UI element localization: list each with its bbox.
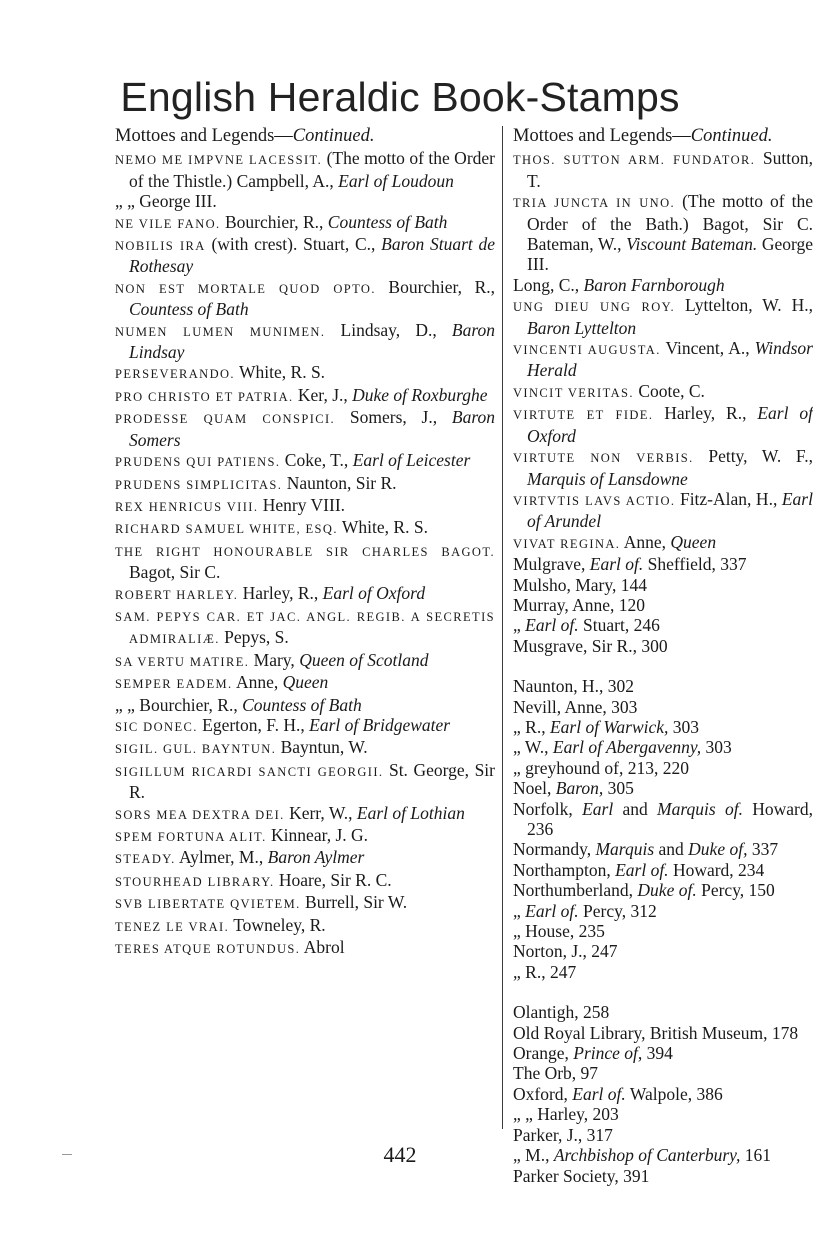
right-entry [513,615,813,635]
right-entry [513,636,813,656]
owner-title: Baron Farnborough [583,274,725,295]
motto-text: VINCENTI AUGUSTA. [513,343,661,358]
right-entry [513,1023,813,1043]
owner-title: Earl of Loudoun [338,170,454,191]
index-text: Musgrave, Sir R., 300 [513,635,668,656]
index-text: Howard, 236 [527,798,813,839]
left-entry [115,385,495,407]
owner-title: Prince of, [573,1043,643,1064]
owner-title: Queen of Scotland [299,649,429,670]
left-column [115,126,495,959]
left-entry [115,605,495,650]
left-entry [115,362,495,384]
owner-title: Baron, [555,778,604,799]
owner-text: Somers, J., [335,407,452,428]
index-text: „ [513,900,526,921]
right-entry [513,446,813,489]
motto-text: NEMO ME IMPVNE LACESSIT. [115,153,323,168]
owner-text: Bagot, Sir C. [129,562,221,583]
index-text: Northumberland, [513,880,638,901]
index-text: Norton, J., 247 [513,941,618,962]
owner-text: Bourchier, R., [375,276,495,297]
index-text: The Orb, 97 [513,1063,599,1084]
right-entry [513,880,813,900]
motto-text: THOS. SUTTON ARM. FUNDATOR. [513,153,756,168]
motto-text: SORS MEA DEXTRA DEI. [115,807,285,822]
right-entry [513,381,813,403]
owner-text: Ker, J., [293,384,353,405]
right-entry [513,901,813,921]
motto-text: NE VILE FANO. [115,216,221,231]
index-text: „ [513,615,526,636]
owner-text: (The motto of the Order of the Thistle.) Campbell, A., [129,148,495,191]
owner-text: Bourchier, R., [220,211,328,232]
owner-title: Baron Aylmer [267,847,365,868]
right-column [513,126,813,1186]
left-entry [115,650,495,672]
index-text: Howard, 234 [668,859,765,880]
right-entry [513,275,813,295]
owner-title: Baron Lindsay [129,319,495,363]
owner-text: White, R. S. [337,517,428,538]
left-entry [115,892,495,914]
owner-title: Earl of Arundel [527,488,813,532]
left-entry [115,672,495,694]
owner-title: Earl [582,798,614,819]
right-entry [513,191,813,275]
motto-text: VIRTVTIS LAVS ACTIO. [513,493,676,508]
owner-title: Windsor Herald [527,338,813,381]
motto-text: SIC DONEC. [115,719,198,734]
index-text: 303 [668,716,700,737]
owner-text: „ „ George III. [115,191,217,212]
owner-text: Coke, T., [280,450,353,471]
index-text: (The motto of the Order of the Bath.) Bagot, Sir C. Bateman, W., [527,191,813,255]
index-text: 337 [747,839,779,860]
owner-text: Kinnear, J. G. [266,825,369,845]
right-entry [513,799,813,840]
index-text: Percy, 150 [696,880,775,901]
index-text: Old Royal Library, British Museum, 178 [513,1022,799,1043]
index-text: Harley, R., [653,403,758,424]
owner-title: Duke of Roxburghe [352,384,488,405]
right-entry [513,1002,813,1022]
index-text: Percy, 312 [578,900,657,921]
motto-text: PRUDENS QUI PATIENS. [115,455,281,470]
motto-text: STOURHEAD LIBRARY. [115,874,275,889]
right-heading-main: Mottoes and Legends— [513,126,691,146]
right-entry [513,1166,813,1186]
section-gap [513,656,813,676]
motto-text: NON EST MORTALE QUOD OPTO. [115,281,376,296]
owner-title: Duke of, [688,839,748,860]
right-entry [513,489,813,532]
page-title: English Heraldic Book-Stamps [120,74,680,120]
owner-text: Henry VIII. [258,494,346,515]
index-text: „ M., [513,1145,554,1166]
motto-text: REX HENRICUS VIII. [115,499,259,514]
index-text: Naunton, H., 302 [513,676,635,697]
left-entries [115,148,495,959]
right-entry [513,295,813,338]
left-entry [115,191,495,211]
right-column-heading [513,126,813,146]
motto-text: TERES ATQUE ROTUNDUS. [115,942,301,957]
index-text: 305 [603,778,634,799]
motto-text: SIGIL. GUL. BAYNTUN. [115,742,277,757]
index-text: George III. [527,234,813,275]
left-entry [115,234,495,277]
owner-text: Naunton, Sir R. [282,472,397,493]
right-heading-italic: Continued. [690,126,773,146]
motto-text: PERSEVERANDO. [115,367,235,382]
index-text: Sutton, T. [527,148,813,191]
motto-text: TRIA JUNCTA IN UNO. [513,196,676,211]
right-entry [513,758,813,778]
left-entry [115,737,495,759]
left-entry [115,277,495,320]
motto-text: UNG DIEU UNG ROY. [513,300,676,315]
owner-text: Abrol [300,937,345,958]
index-text: Petty, W. F., [693,446,813,467]
left-heading-italic: Continued. [292,126,375,146]
owner-text: Kerr, W., [284,802,357,823]
index-text: „ W., [513,737,553,758]
owner-text: White, R. S. [234,362,326,383]
left-entry [115,937,495,959]
left-entry [115,715,495,737]
owner-text: Harley, R., [238,582,323,603]
index-text: Murray, Anne, 120 [513,594,646,615]
motto-text: SAM. PEPYS CAR. ET JAC. ANGL. REGIB. A SECRETIS ADMIRALIÆ. [115,609,495,647]
column-divider [502,126,503,1129]
owner-title: Earl of. [615,859,669,880]
motto-text: THE RIGHT HONOURABLE SIR CHARLES BAGOT. [115,544,495,559]
right-entries [513,148,813,1186]
motto-text: SEMPER EADEM. [115,677,233,692]
index-text: Nevill, Anne, 303 [513,696,638,717]
index-text: „ R., [513,716,550,737]
owner-title: Earl of Abergavenny, [552,737,702,758]
owner-title: Earl of Bridgewater [309,714,451,735]
right-entry [513,778,813,798]
right-entry [513,403,813,446]
owner-title: Archbishop of Canterbury, [553,1145,741,1166]
right-entry [513,1043,813,1063]
owner-title: Baron Lyttelton [527,317,637,338]
right-entry [513,737,813,757]
owner-title: Baron Somers [129,407,496,450]
owner-text: Aylmer, M., [175,847,268,868]
owner-title: Queen [670,531,717,552]
right-entry [513,941,813,961]
motto-text: TENEZ LE VRAI. [115,919,230,934]
owner-text: Burrell, Sir W. [300,892,408,913]
index-text: Orange, [513,1043,574,1064]
motto-text: PRODESSE QUAM CONSPICI. [115,412,336,427]
owner-text: Egerton, F. H., [197,714,310,735]
right-entry [513,575,813,595]
left-entry [115,450,495,472]
index-text: 394 [642,1043,673,1064]
index-text: „ R., 247 [513,961,577,982]
index-text: Mulgrave, [513,554,590,575]
index-text: Normandy, [513,839,596,860]
owner-title: Countess of Bath [242,694,362,715]
owner-title: Earl of. [572,1083,626,1104]
left-entry [115,148,495,191]
index-text: and [654,839,689,860]
left-entry [115,825,495,847]
left-entry [115,495,495,517]
index-text: 303 [701,737,732,758]
motto-text: PRUDENS SIMPLICITAS. [115,477,283,492]
owner-text: Bayntun, W. [276,737,368,758]
owner-text: Hoare, Sir R. C. [274,869,392,890]
left-entry [115,695,495,715]
motto-text: VIVAT REGINA. [513,536,621,551]
index-text: Anne, [620,531,671,552]
owner-text: Lindsay, D., [325,319,452,340]
index-text: Parker Society, 391 [513,1165,650,1186]
right-entry [513,595,813,615]
index-text: Vincent, A., [660,338,755,359]
owner-title: Marquis of. [657,798,743,819]
motto-text: RICHARD SAMUEL WHITE, ESQ. [115,522,338,537]
index-text: Mulsho, Mary, 144 [513,574,648,595]
owner-title: Baron Stuart de Rothesay [129,234,495,277]
index-text: 161 [740,1145,771,1166]
left-entry [115,915,495,937]
right-entry [513,717,813,737]
index-text: Oxford, [513,1083,573,1104]
left-entry [115,212,495,234]
index-text: and [613,798,658,819]
owner-title: Marquis [595,839,655,860]
right-entry [513,1084,813,1104]
index-text: Long, C., [513,274,584,295]
left-entry [115,407,495,450]
left-entry [115,473,495,495]
left-entry [115,870,495,892]
owner-title: Earl of Lothian [356,802,465,823]
right-entry [513,532,813,554]
left-entry [115,583,495,605]
motto-text: VINCIT VERITAS. [513,385,634,400]
index-text: Sheffield, 337 [643,554,747,575]
left-entry [115,540,495,583]
left-column-heading [115,126,495,146]
left-entry [115,320,495,363]
right-entry [513,860,813,880]
motto-text: ROBERT HARLEY. [115,587,239,602]
motto-text: NOBILIS IRA [115,239,206,254]
right-entry [513,839,813,859]
index-text: Norfolk, [513,798,583,819]
owner-text: Anne, [232,672,283,693]
motto-text: SPEM FORTUNA ALIT. [115,830,267,844]
owner-title: Viscount Bateman. [626,234,758,255]
section-gap [513,982,813,1002]
index-text: Lyttelton, W. H., [675,295,813,316]
owner-title: Earl of. [589,554,644,575]
motto-text: SIGILLUM RICARDI SANCTI GEORGII. [115,764,384,779]
owner-text: Mary, [249,649,300,670]
left-heading-main: Mottoes and Legends— [115,126,293,146]
index-text: „ „ Harley, 203 [513,1104,619,1125]
motto-text: VIRTUTE ET FIDE. [513,408,654,423]
left-entry [115,803,495,825]
owner-title: Earl of. [525,900,579,921]
index-text: „ House, 235 [513,921,605,942]
owner-title: Countess of Bath [129,299,249,320]
right-entry [513,962,813,982]
index-text: Fitz-Alan, H., [675,488,782,509]
owner-text: Towneley, R. [229,914,326,935]
owner-text: Pepys, S. [219,627,289,648]
owner-title: Earl of. [525,615,579,636]
page-number: 442 [383,1142,417,1167]
index-text: Parker, J., 317 [513,1124,613,1145]
left-entry [115,517,495,539]
motto-text: SVB LIBERTATE QVIETEM. [115,897,301,912]
right-entry [513,338,813,381]
right-entry [513,148,813,191]
owner-title: Earl of Warwick, [549,716,669,737]
motto-text: PRO CHRISTO ET PATRIA. [115,389,294,404]
owner-title: Earl of Oxford [527,403,813,446]
right-entry [513,697,813,717]
motto-text: NUMEN LUMEN MUNIMEN. [115,324,326,339]
owner-title: Earl of Leicester [352,450,471,471]
motto-text: STEADY. [115,852,176,867]
owner-title: Queen [282,672,329,693]
motto-text: VIRTUTE NON VERBIS. [513,451,694,466]
owner-title: Marquis of Lansdowne [527,468,688,489]
index-text: Walpole, 386 [625,1083,723,1104]
owner-title: Earl of Oxford [322,582,426,603]
right-entry [513,921,813,941]
owner-title: Countess of Bath [327,211,448,232]
left-entry [115,760,495,803]
index-text: Noel, [513,778,556,799]
right-entry [513,1104,813,1124]
right-entry [513,676,813,696]
owner-title: Duke of. [637,880,697,901]
index-text: Olantigh, 258 [513,1002,610,1023]
index-text: „ greyhound of, 213, 220 [513,757,689,778]
left-entry [115,847,495,869]
right-entry [513,1063,813,1083]
index-text: Northampton, [513,859,616,880]
owner-text: St. George, Sir R. [129,759,495,803]
motto-text: SA VERTU MATIRE. [115,654,250,669]
index-text: Coote, C. [633,380,705,401]
owner-text: (with crest). Stuart, C., [205,234,382,255]
owner-text: „ „ Bourchier, R., [115,694,243,715]
right-entry [513,554,813,574]
index-text: Stuart, 246 [578,615,660,636]
